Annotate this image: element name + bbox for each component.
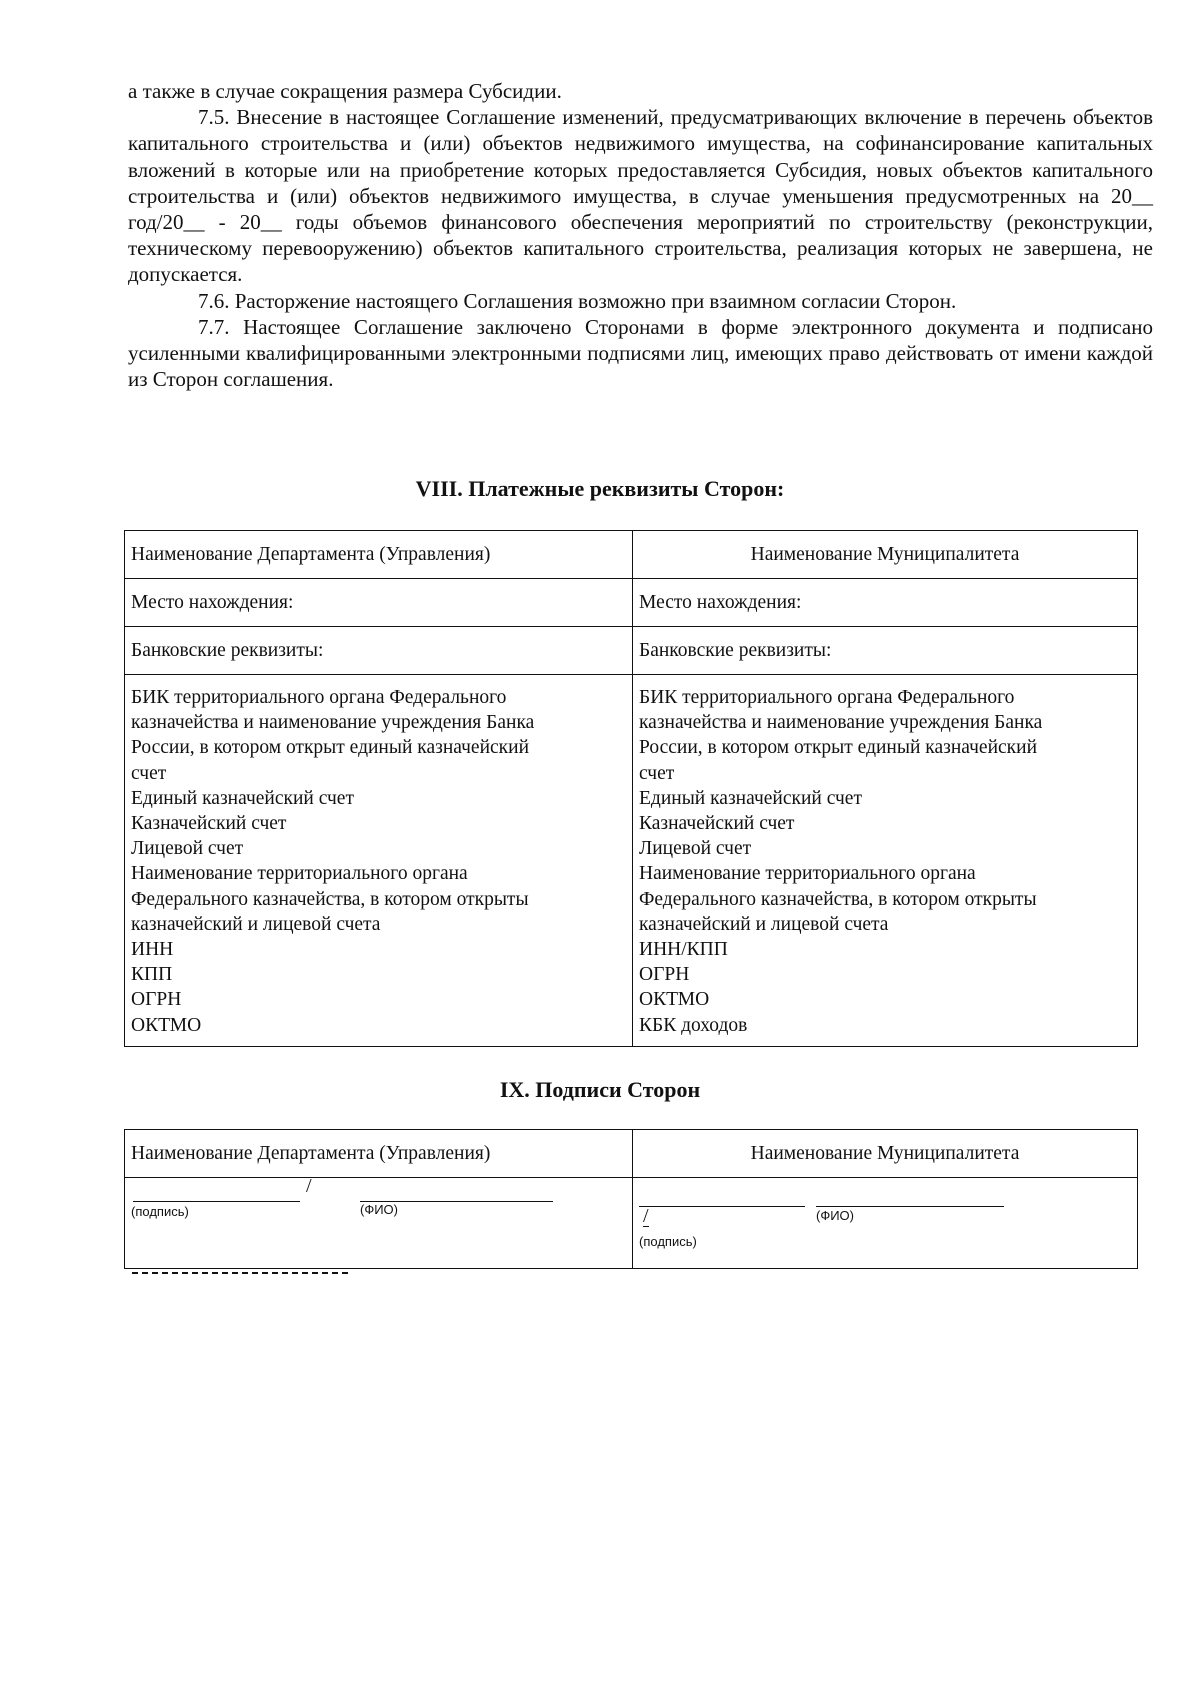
right-bank-label-cell: Банковские реквизиты: [633, 627, 1138, 675]
signature-caption: (подпись) [639, 1234, 697, 1249]
bank-detail-line: казначейский и лицевой счета [131, 913, 381, 935]
bank-detail-line: казначейский и лицевой счета [639, 913, 889, 935]
bank-detail-line: России, в котором открыт единый казначейский [131, 737, 530, 759]
paragraph-7-6: 7.6. Расторжение настоящего Соглашения возможно при взаимном согласии Сторон. [198, 288, 957, 313]
bank-detail-line: Единый казначейский счет [639, 787, 862, 809]
left-bank-details-cell [125, 675, 633, 1047]
name-line[interactable] [816, 1206, 1004, 1207]
left-bank-label-cell: Банковские реквизиты: [125, 627, 633, 675]
paragraph-7-5: 7.5. Внесение в настоящее Соглашение изменений, предусматривающих включение в перечень объектов капитального строительства и (или) объектов недвижимого имущества, на софинансирование капитальных вложений в которые или на приобретение которых предоставляется Субсидия, новых объектов капитального строительства и (или) объектов недвижимого имущества, в случае уменьшения предусмотренных на 20__ год/20__ - 20__ годы объемов финансового обеспечения мероприятий по строительству (реконструкции, техническому перевооружению) объектов капитального строительства, реализация которых не завершена, не допускается. [128, 105, 1153, 287]
bank-detail-line: Федерального казначейства, в котором открыты [639, 888, 1037, 910]
right-location-cell: Место нахождения: [633, 579, 1138, 627]
bank-detail-line: БИК территориального органа Федерального [639, 687, 1015, 708]
bank-detail-line: ОКТМО [639, 989, 710, 1011]
right-party-name-cell: Наименование Муниципалитета [633, 531, 1138, 579]
bank-detail-line: ОГРН [639, 964, 690, 986]
right-signature-cell [633, 1178, 1138, 1269]
bank-detail-line: БИК территориального органа Федерального [131, 687, 507, 708]
signatures-table [124, 1129, 1138, 1269]
left-party-name-cell: Наименование Департамента (Управления) [125, 531, 633, 579]
signature-line[interactable] [133, 1201, 300, 1202]
bank-detail-line: казначейства и наименование учреждения Банка [639, 712, 1043, 734]
bank-detail-line: Наименование территориального органа [639, 863, 976, 885]
section-9-title: IX. Подписи Сторон [499, 1077, 701, 1102]
bank-detail-line: ОКТМО [131, 1014, 202, 1036]
name-caption: (ФИО) [816, 1208, 854, 1223]
bank-detail-line: КПП [131, 964, 173, 986]
bank-detail-line: ОГРН [131, 989, 182, 1011]
bank-detail-line: Федерального казначейства, в котором открыты [131, 888, 529, 910]
left-signatory-name-cell: Наименование Департамента (Управления) [125, 1130, 633, 1178]
left-signature-cell [125, 1175, 633, 1269]
bank-detail-line: счет [639, 762, 675, 784]
bank-detail-line: казначейства и наименование учреждения Банка [131, 712, 535, 734]
signature-caption: (подпись) [131, 1204, 189, 1219]
separator-slash: / [306, 1175, 312, 1197]
agreement-text [128, 78, 1153, 392]
paragraph-7-7: 7.7. Настоящее Соглашение заключено Сторонами в форме электронного документа и подписано усиленными квалифицированными электронными подписями лиц, имеющих право действовать от имени каждой из Сторон соглашения. [128, 314, 1153, 392]
left-location-cell: Место нахождения: [125, 579, 633, 627]
paragraph-continuation: а также в случае сокращения размера Субсидии. [128, 79, 562, 103]
footnote-separator [132, 1272, 348, 1274]
bank-detail-line: Единый казначейский счет [131, 787, 354, 809]
bank-detail-line: Казначейский счет [639, 813, 795, 835]
bank-detail-line: ИНН [131, 939, 174, 961]
signature-line[interactable] [639, 1206, 805, 1207]
bank-detail-line: Наименование территориального органа [131, 863, 468, 885]
right-bank-details-cell [633, 675, 1138, 1047]
section-8-title: VIII. Платежные реквизиты Сторон: [415, 476, 785, 501]
bank-detail-line: России, в котором открыт единый казначейский [639, 737, 1038, 759]
bank-detail-line: Лицевой счет [131, 838, 244, 860]
bank-detail-line: Лицевой счет [639, 838, 752, 860]
bank-detail-line: счет [131, 762, 167, 784]
name-caption: (ФИО) [360, 1202, 398, 1217]
payment-details-table [124, 530, 1138, 1047]
bank-detail-line: ИНН/КПП [639, 939, 728, 961]
separator-slash: / [643, 1205, 649, 1227]
bank-detail-line: Казначейский счет [131, 813, 287, 835]
right-signatory-name-cell: Наименование Муниципалитета [633, 1130, 1138, 1178]
bank-detail-line: КБК доходов [639, 1014, 748, 1036]
